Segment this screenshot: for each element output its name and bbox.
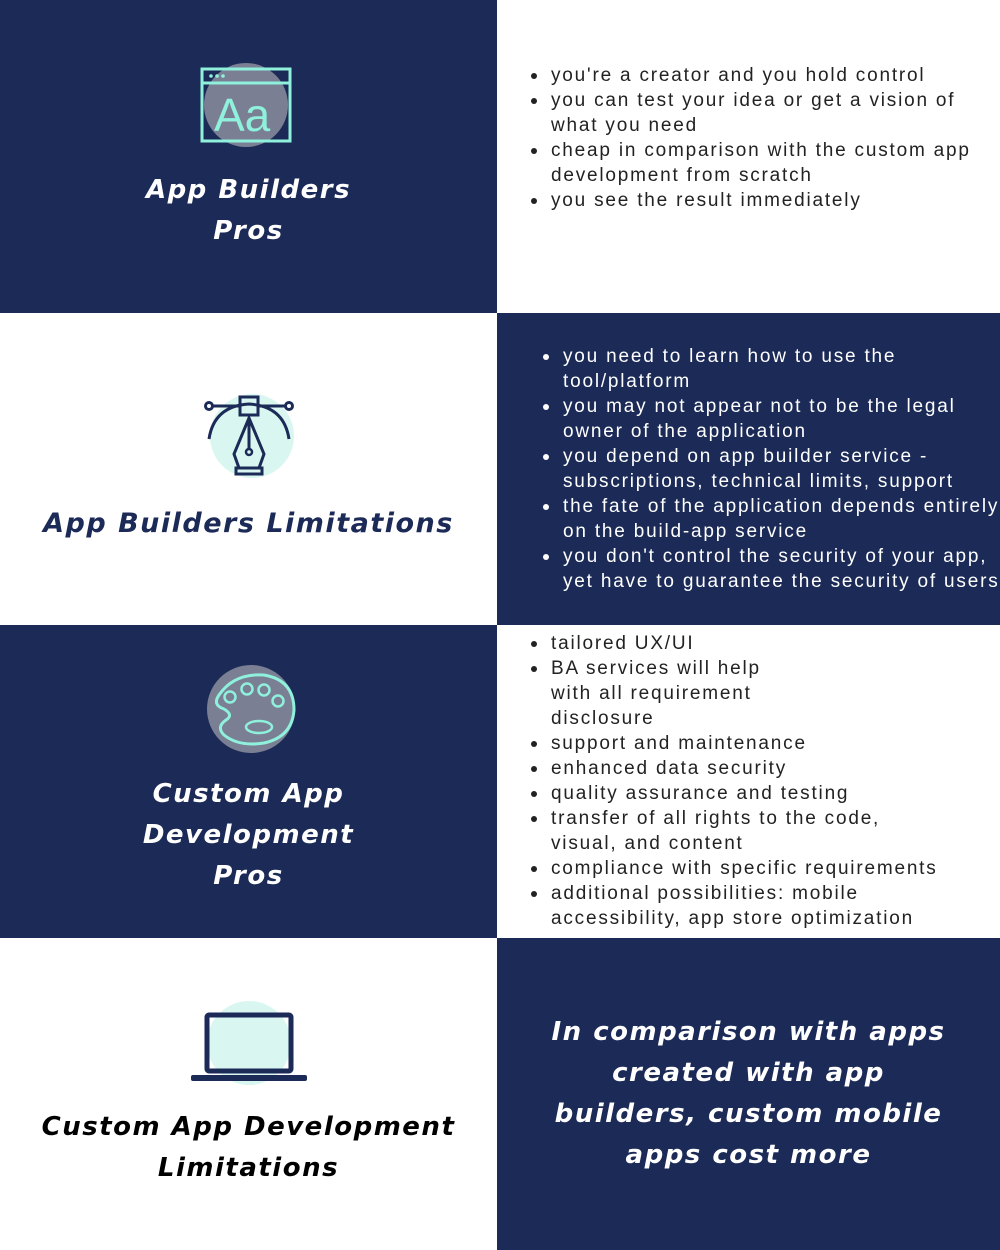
- title-line: App Builders: [146, 170, 351, 211]
- pen-tool-icon: [194, 394, 304, 489]
- title-line: Custom App Development: [42, 1107, 456, 1148]
- list-item: BA services will help with all requirement disclosure: [525, 656, 1000, 731]
- conclusion-line: created with app: [497, 1053, 1000, 1094]
- list-item: you can test your idea or get a vision of what you need: [525, 88, 1000, 138]
- list-item: you may not appear not to be the legal owner of the application: [537, 394, 1000, 444]
- list-item: quality assurance and testing: [525, 781, 1000, 806]
- section-heading-panel: [0, 0, 497, 313]
- list-item: you need to learn how to use the tool/platform: [537, 344, 1000, 394]
- list-item: transfer of all rights to the code, visual, and content: [525, 806, 1000, 856]
- title-line: Pros: [146, 211, 351, 252]
- section-heading-panel: [0, 313, 497, 626]
- font-window-icon: [194, 61, 304, 156]
- conclusion-line: builders, custom mobile: [497, 1094, 1000, 1135]
- bullet-panel: [497, 313, 1000, 626]
- title-line: Custom App: [143, 774, 354, 815]
- laptop-icon: [184, 998, 314, 1093]
- conclusion-text: [497, 1012, 1000, 1176]
- section-heading-panel: [0, 938, 497, 1250]
- conclusion-line: In comparison with apps: [497, 1012, 1000, 1053]
- list-item: compliance with specific requirements: [525, 856, 1000, 881]
- bullet-list: [537, 344, 1000, 594]
- conclusion-line: apps cost more: [497, 1135, 1000, 1176]
- list-item: you're a creator and you hold control: [525, 63, 1000, 88]
- list-item: you depend on app builder service - subscriptions, technical limits, support: [537, 444, 1000, 494]
- list-item: enhanced data security: [525, 756, 1000, 781]
- bullet-list: [525, 631, 1000, 931]
- list-item: additional possibilities: mobile accessibility, app store optimization: [525, 881, 1000, 931]
- list-item: the fate of the application depends entirely on the build-app service: [537, 494, 1000, 544]
- section-heading-panel: [0, 625, 497, 938]
- section-title: [146, 170, 351, 252]
- list-item: support and maintenance: [525, 731, 1000, 756]
- section-custom-app-pros: [0, 625, 1000, 938]
- section-title: [143, 774, 354, 897]
- list-item: cheap in comparison with the custom app development from scratch: [525, 138, 1000, 188]
- conclusion-panel: [497, 938, 1000, 1250]
- title-line: App Builders Limitations: [43, 503, 454, 544]
- list-item: tailored UX/UI: [525, 631, 1000, 656]
- bullet-list: [525, 63, 1000, 213]
- palette-icon: [194, 665, 304, 760]
- title-line: Pros: [143, 856, 354, 897]
- list-item: you don't control the security of your app, yet have to guarantee the security of users: [537, 544, 1000, 594]
- section-title: [42, 1107, 456, 1189]
- title-line: Limitations: [42, 1148, 456, 1189]
- section-title: [43, 503, 454, 544]
- bullet-panel: [497, 0, 1000, 313]
- section-custom-app-limitations: [0, 938, 1000, 1250]
- section-app-builders-pros: [0, 0, 1000, 313]
- section-app-builders-limitations: [0, 313, 1000, 626]
- title-line: Development: [143, 815, 354, 856]
- bullet-panel: [497, 625, 1000, 938]
- svg-text:Aa: Aa: [214, 89, 271, 141]
- list-item: you see the result immediately: [525, 188, 1000, 213]
